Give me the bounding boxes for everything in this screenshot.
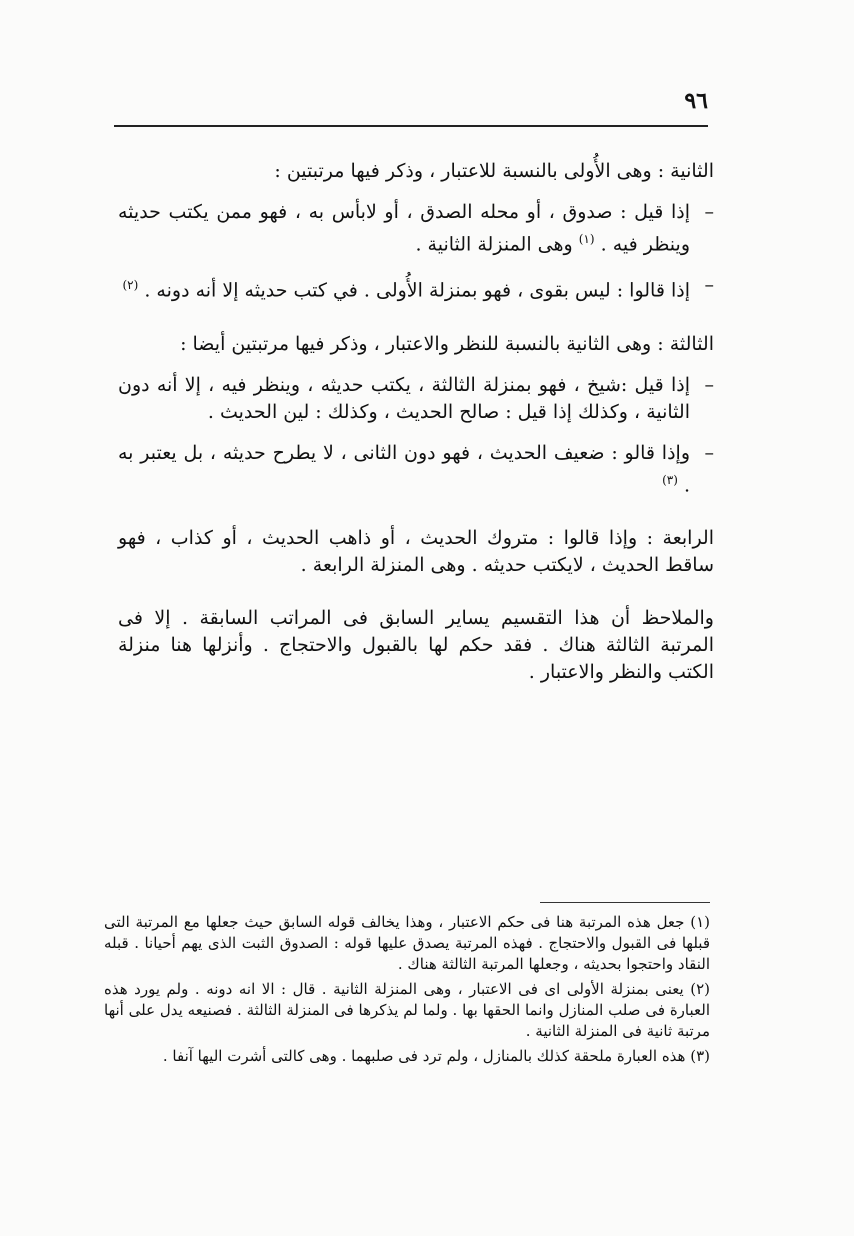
item-text: إذا قيل :شيخ ، فهو بمنزلة الثالثة ، يكتب حديثه ، وينظر فيه ، إلا أنه دون الثانية ، وكذلك إذا قيل : صالح الحديث ، وكذلك : لين الحديث . (118, 373, 690, 423)
footnote-marker[interactable]: (١) (578, 232, 595, 246)
section-fourth: الرابعة : وإذا قالوا : متروك الحديث ، أو ذاهب الحديث ، أو كذاب ، فهو ساقط الحديث ، لايكتب حديثه . وهى المنزلة الرابعة . (118, 526, 714, 576)
main-text (118, 158, 714, 700)
dash-bullet: – (704, 441, 714, 464)
dash-bullet: – (704, 201, 714, 223)
item-text: إذا قالوا : ليس بقوى ، فهو بمنزلة الأُولى . في كتب حديثه إلا أنه دونه . (144, 279, 690, 302)
item-text: إذا قيل : صدوق ، أو محله الصدق ، أو لابأس به ، فهو ممن يكتب حديثه وينظر فيه . (118, 201, 690, 256)
footnote-1: (١) جعل هذه المرتبة هنا فى حكم الاعتبار ، وهذا يخالف قوله السابق حيث جعلها مع المرتبة التى قبلها فى القبول والاحتجاج . فهذه المرتبة يصدق عليها قوله : الصدوق الثبت الذى يهم أحيانا . قبله النقاد واحتجوا بحديثه ، وجعلها المرتبة الثالثة هناك . (104, 913, 710, 973)
header-rule (114, 125, 708, 127)
item-text: وإذا قالو : ضعيف الحديث ، فهو دون الثانى ، لا يطرح حديثه ، بل يعتبر به . (118, 441, 690, 496)
section-third-heading: الثالثة : وهى الثانية بالنسبة للنظر والاعتبار ، وذكر فيها مرتبتين أيضا : (180, 332, 714, 355)
page-number: ٩٦ (684, 88, 708, 114)
list-item (118, 440, 714, 499)
list-item (118, 199, 714, 258)
footnote-marker[interactable]: (٣) (662, 472, 678, 487)
dash-bullet: – (704, 274, 714, 297)
note-paragraph: والملاحظ أن هذا التقسيم يساير السابق فى المراتب السابقة . إلا فى المرتبة الثالثة هناك . فقد حكم لها بالقبول والاحتجاج . وأنزلها هنا منزلة الكتب والنظر والاعتبار . (118, 606, 714, 683)
footnote-3: (٣) هذه العبارة ملحقة كذلك بالمنازل ، ولم ترد فى صلبهما . وهى كالتى أشرت اليها آنفا . (162, 1047, 710, 1065)
footnote-rule (540, 902, 710, 903)
footnote-2: (٢) يعنى بمنزلة الأولى اى فى الاعتبار ، وهى المنزلة الثانية . قال : الا انه دونه . ولم يورد هذه العبارة فى صلب المنازل وانما الحقها بها . ولما لم يذكرها فى المنزلة الثالثة . فصنيعه يدل على أنها مرتبة ثانية فى المنزلة الثانية . (104, 980, 710, 1040)
footnote-marker[interactable]: (٢) (122, 278, 139, 293)
item-suffix: وهى المنزلة الثانية . (415, 233, 573, 256)
list-item (118, 272, 714, 304)
footnotes (104, 912, 710, 1071)
section-second-heading: الثانية : وهى الأُولى بالنسبة للاعتبار ، وذكر فيها مرتبتين : (274, 160, 714, 182)
list-item (118, 372, 714, 426)
dash-bullet: – (704, 373, 714, 396)
